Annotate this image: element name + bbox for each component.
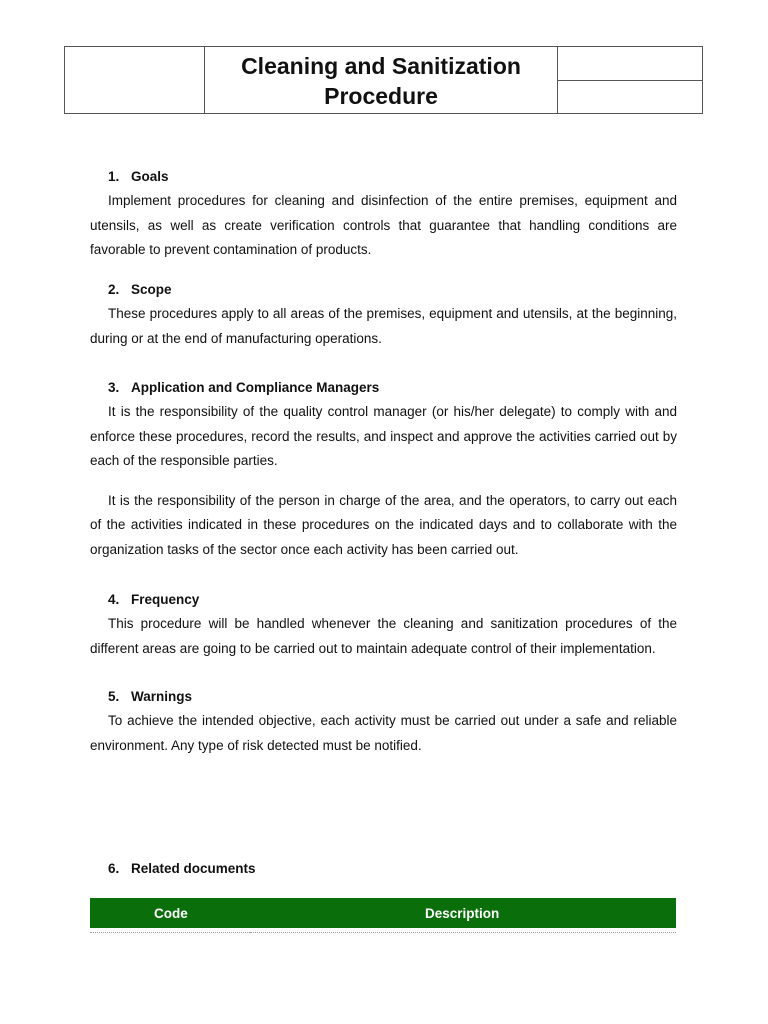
header-info-cell-top [558,47,702,80]
header-logo-cell [65,47,205,113]
section-number: 5. [108,689,120,704]
section-title: Related documents [131,861,256,876]
table-cell [250,928,676,933]
section-managers [90,376,677,563]
section-paragraph: These procedures apply to all areas of the premises, equipment and utensils, at the beginning, during or at the end of manufacturing operations. [90,306,677,346]
table-cell [90,928,250,933]
document-title [205,47,558,113]
section-heading [90,685,677,709]
section-heading [90,588,677,612]
table-row [90,928,676,933]
section-title: Application and Compliance Managers [131,380,380,395]
section-number: 1. [108,169,120,184]
section-warnings [90,685,677,758]
document-header-table [64,46,703,114]
header-info-cell-bottom [558,80,702,114]
section-title: Goals [131,169,169,184]
section-scope [90,278,677,351]
header-info-cells [558,47,702,113]
section-title: Frequency [131,592,200,607]
column-header-code: Code [90,898,250,928]
section-number: 4. [108,592,120,607]
section-paragraph: It is the responsibility of the person in charge of the area, and the operators, to carry out each of the activities indicated in these procedures on the indicated days and to collaborate with the organization tasks of the sector once each activity has been carried out. [90,492,677,557]
related-documents-table [90,898,676,933]
section-paragraph: This procedure will be handled whenever the cleaning and sanitization procedures of the different areas are going to be carried out to maintain adequate control of their implementation. [90,616,677,656]
section-goals [90,165,677,263]
section-related-documents [90,857,677,881]
section-title: Scope [131,282,172,297]
document-title-line1: Cleaning and Sanitization [241,53,521,79]
section-paragraph: To achieve the intended objective, each activity must be carried out under a safe and reliable environment. Any type of risk detected must be notified. [90,713,677,753]
section-number: 3. [108,380,120,395]
section-paragraph: Implement procedures for cleaning and disinfection of the entire premises, equipment and utensils, as well as create verification controls that guarantee that handling conditions are favorable to prevent contamination of products. [90,193,677,258]
section-title: Warnings [131,689,193,704]
column-header-description: Description [250,898,676,928]
section-frequency [90,588,677,661]
document-title-line2: Procedure [324,83,438,109]
section-heading [90,165,677,189]
section-heading [90,857,677,881]
section-heading [90,278,677,302]
section-number: 2. [108,282,120,297]
section-paragraph: It is the responsibility of the quality control manager (or his/her delegate) to comply with and enforce these procedures, record the results, and inspect and approve the activities carried out by each of the responsible parties. [90,404,677,469]
table-header-row [90,898,676,928]
section-number: 6. [108,861,120,876]
section-heading [90,376,677,400]
